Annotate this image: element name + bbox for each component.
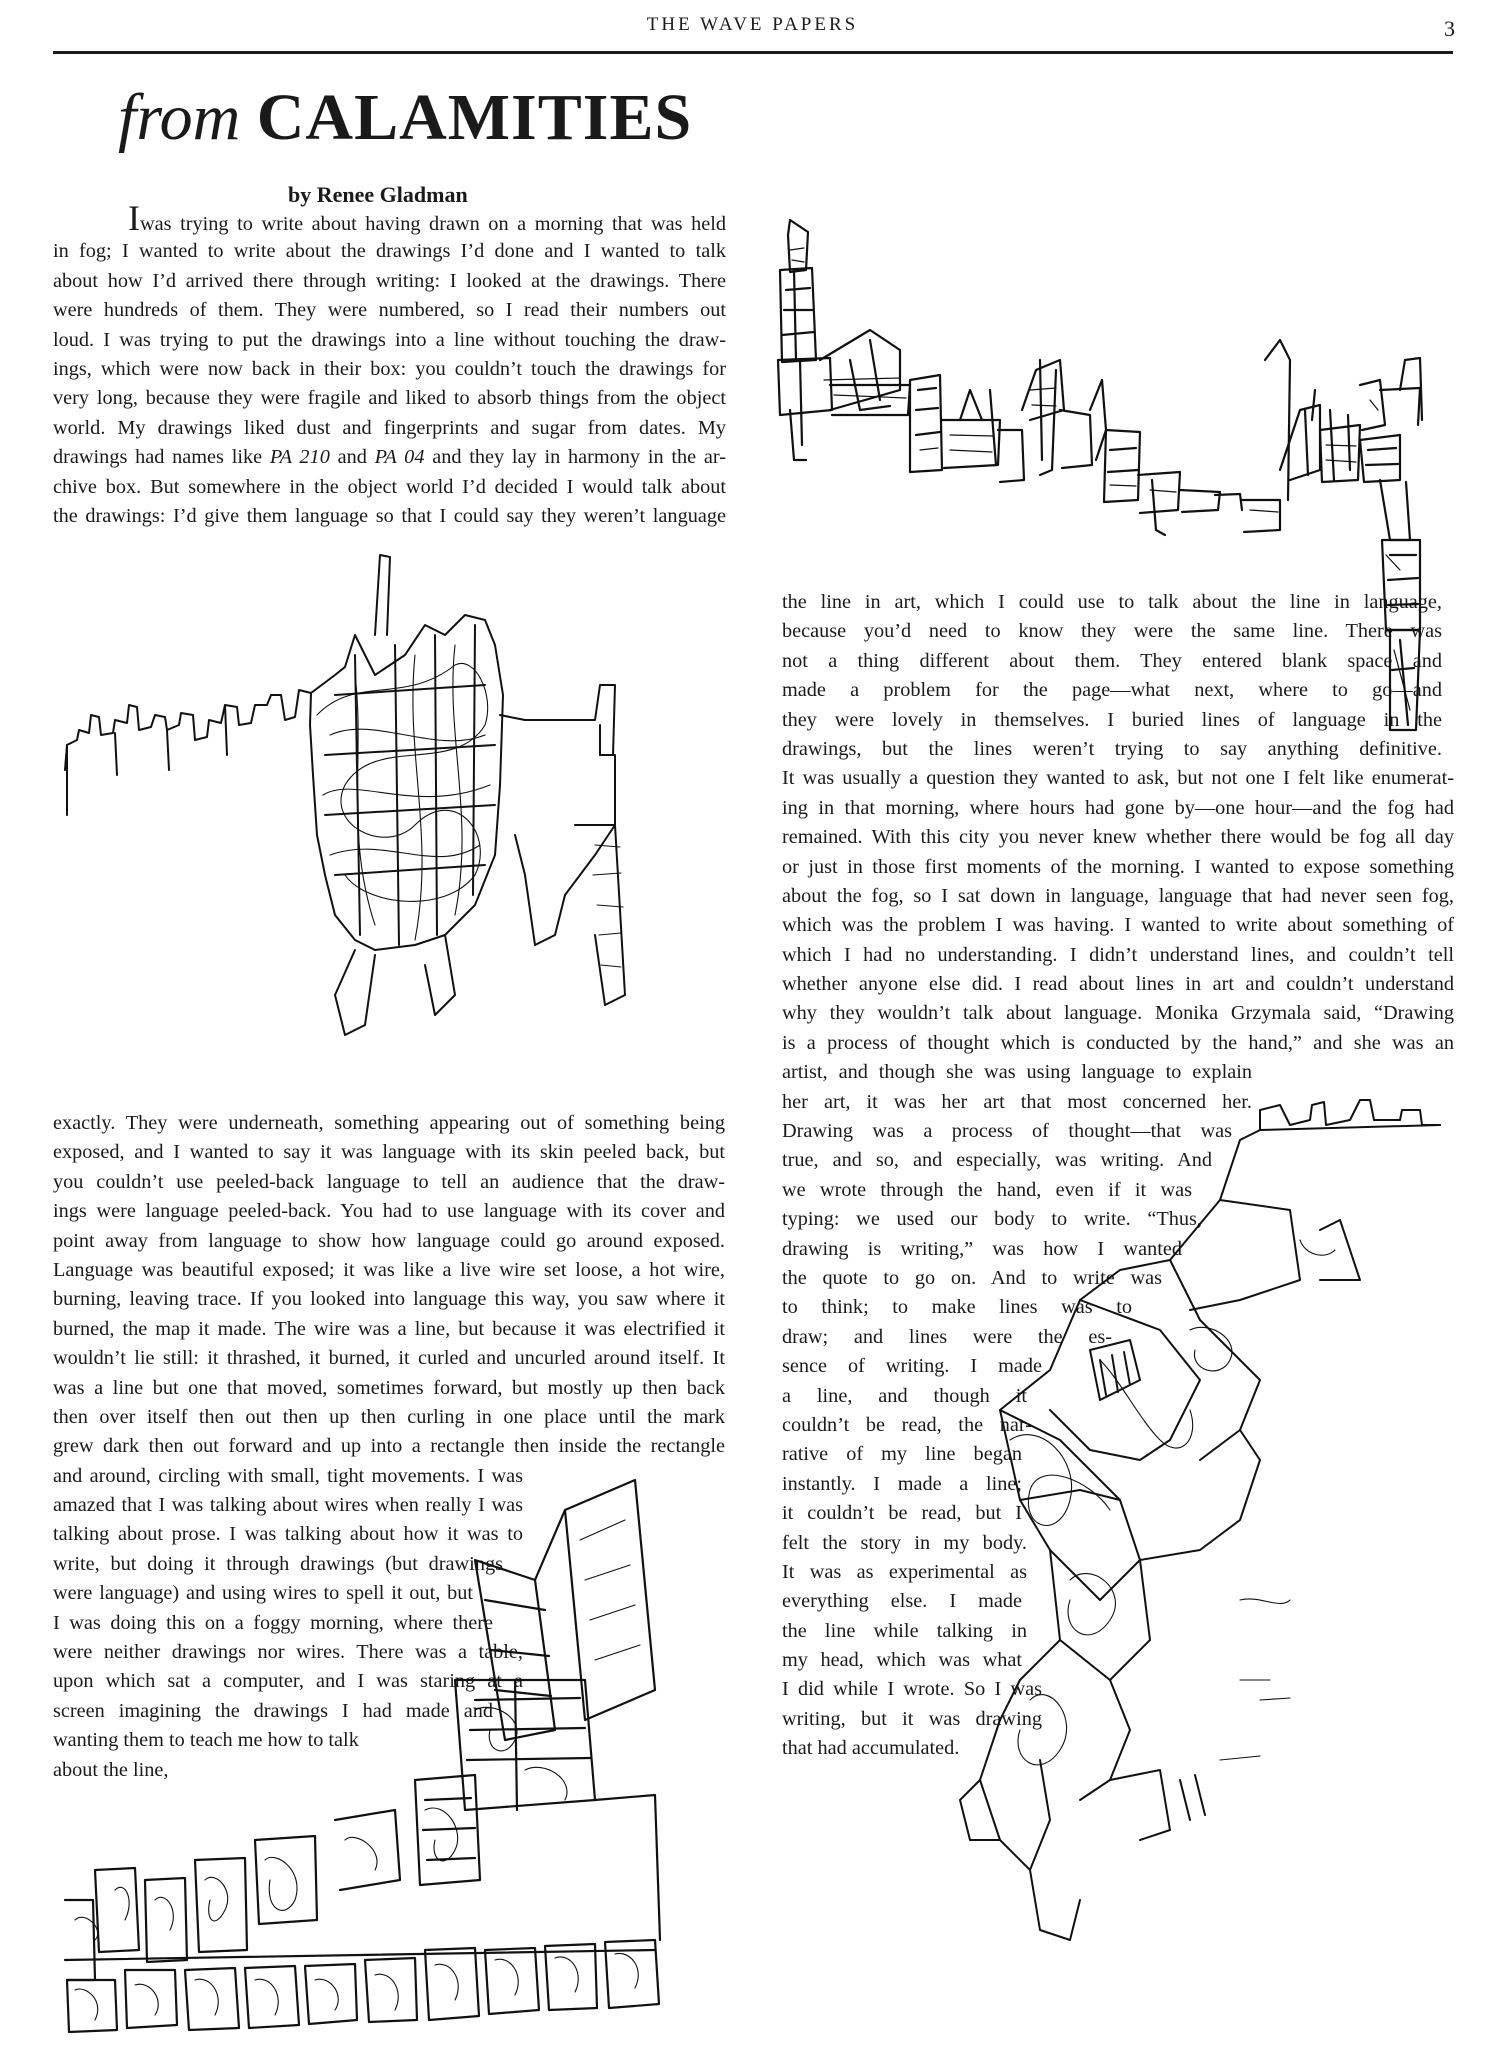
- text-line: Language was beautiful exposed; it was like a live wire set loose, a hot wire,: [53, 1258, 725, 1281]
- text-line: which I had no understanding. I didn’t understand lines, and couldn’t tell: [782, 943, 1454, 966]
- title-italic-part: from: [118, 81, 241, 154]
- text-line: sence of writing. I made: [782, 1355, 1042, 1378]
- text-line: about the line,: [53, 1758, 169, 1781]
- text-line: instantly. I made a line;: [782, 1472, 1022, 1495]
- text-line: and around, circling with small, tight movements. I was: [53, 1464, 523, 1487]
- running-header: [0, 14, 1505, 41]
- page-number: 3: [1444, 16, 1455, 41]
- text-line: which was the problem I was having. I wanted to write about something of: [782, 914, 1454, 937]
- text-line: or just in those first moments of the morning. I wanted to expose something: [782, 855, 1454, 878]
- text-line: about the fog, so I sat down in language, language that had never seen fog,: [782, 884, 1454, 907]
- text-line: write, but doing it through drawings (but drawings: [53, 1552, 503, 1575]
- text-line: to think; to make lines was to: [782, 1296, 1132, 1319]
- text-line: wanting them to teach me how to talk: [53, 1729, 359, 1752]
- text-line: made a problem for the page—what next, where to go—and: [782, 679, 1442, 702]
- text-line: very long, because they were fragile and liked to absorb things from the object: [53, 387, 726, 410]
- text-line: it couldn’t be read, but I: [782, 1502, 1022, 1525]
- text-line: we wrote through the hand, even if it was: [782, 1178, 1192, 1201]
- text-line: burning, leaving trace. If you looked into language this way, you saw where it: [53, 1288, 725, 1311]
- text-line: grew dark then out forward and up into a rectangle then inside the rectangle: [53, 1435, 725, 1458]
- text-line: talking about prose. I was talking about how it was to: [53, 1523, 523, 1546]
- text-line: everything else. I made: [782, 1590, 1022, 1613]
- text-line: exposed, and I wanted to say it was language with its skin peeled back, but: [53, 1141, 725, 1164]
- text-block-intro: [53, 198, 726, 531]
- text-line: the drawings: I’d give them language so that I could say they weren’t language: [53, 504, 726, 527]
- title-caps-part: CALAMITIES: [256, 81, 693, 154]
- ink-drawing-top-right-svg: [760, 210, 1460, 750]
- text-line: then over itself then out then up then curling in one place until the mark: [53, 1405, 725, 1428]
- text-line: loud. I was trying to put the drawings into a line without touching the draw-: [53, 328, 726, 351]
- text-line: point away from language to show how language could go around exposed.: [53, 1229, 725, 1252]
- text-line: my head, which was what: [782, 1649, 1022, 1672]
- text-line: remained. With this city you never knew whether there would be fog all day: [782, 826, 1454, 849]
- text-line: rative of my line began: [782, 1443, 1022, 1466]
- text-line: wouldn’t lie still: it thrashed, it burned, it curled and uncurled around itself. It: [53, 1347, 725, 1370]
- ink-drawing-top-right: [760, 210, 1460, 750]
- text-line: a line, and though it: [782, 1384, 1027, 1407]
- text-line: whether anyone else did. I read about lines in art and couldn’t understand: [782, 973, 1454, 996]
- text-line: chive box. But somewhere in the object world I’d decided I would talk about: [53, 475, 726, 498]
- text-line: It was usually a question they wanted to ask, but not one I felt like enumerat-: [782, 767, 1454, 790]
- article-title: [118, 80, 692, 156]
- ink-drawing-middle-left: [55, 555, 675, 1055]
- text-line: drawing is writing,” was how I wanted: [782, 1237, 1182, 1260]
- text-line: were neither drawings nor wires. There was a table,: [53, 1641, 523, 1664]
- ink-drawing-bottom-left-svg: [55, 1480, 705, 2040]
- text-line: about how I’d arrived there through writing: I looked at the drawings. There: [53, 269, 726, 292]
- text-line: the line while talking in: [782, 1619, 1027, 1642]
- text-line: true, and so, and especially, was writing. And: [782, 1149, 1212, 1172]
- text-line: It was as experimental as: [782, 1560, 1027, 1583]
- text-line: is a process of thought which is conducted by the hand,” and she was an: [782, 1031, 1454, 1054]
- ink-drawing-middle-right: [940, 1080, 1460, 1980]
- text-line: typing: we used our body to write. “Thus,: [782, 1208, 1202, 1231]
- text-line: you couldn’t use peeled-back language to tell an audience that the draw-: [53, 1170, 725, 1193]
- text-line: were language) and using wires to spell it out, but: [53, 1582, 473, 1605]
- text-line: upon which sat a computer, and I was staring at a: [53, 1670, 523, 1693]
- text-line: amazed that I was talking about wires when really I was: [53, 1494, 523, 1517]
- text-line: they were lovely in themselves. I buried lines of language in the: [782, 708, 1442, 731]
- text-line: burned, the map it made. The wire was a line, but because it was electrified it: [53, 1317, 725, 1340]
- text-line: I was doing this on a foggy morning, where there: [53, 1611, 493, 1634]
- ink-drawing-middle-left-svg: [55, 555, 675, 1055]
- text-line: drawings had names like PA 210 and PA 04 and they lay in harmony in the ar-: [53, 446, 726, 469]
- drawing-title: PA 210: [269, 446, 330, 469]
- text-line: that had accumulated.: [782, 1737, 960, 1760]
- drop-cap: I: [128, 198, 140, 238]
- text-line: writing, but it was drawing: [782, 1707, 1042, 1730]
- ink-drawing-middle-right-svg: [940, 1080, 1460, 1980]
- text-line: screen imagining the drawings I had made and: [53, 1699, 493, 1722]
- drawing-title: PA 04: [374, 446, 425, 469]
- text-line: in fog; I wanted to write about the drawings I’d done and I wanted to talk: [53, 240, 726, 263]
- text-line: felt the story in my body.: [782, 1531, 1027, 1554]
- text-line: draw; and lines were the es-: [782, 1325, 1112, 1348]
- text-line: why they wouldn’t talk about language. Monika Grzymala said, “Drawing: [782, 1002, 1454, 1025]
- text-line: because you’d need to know they were the same line. There was: [782, 620, 1442, 643]
- ink-drawing-bottom-left: [55, 1480, 705, 2040]
- text-line: Iwas trying to write about having drawn on a morning that was held: [128, 198, 726, 238]
- text-line: artist, and though she was using language to explain: [782, 1061, 1252, 1084]
- text-line: were hundreds of them. They were numbered, so I read their numbers out: [53, 299, 726, 322]
- text-line: I did while I wrote. So I was: [782, 1678, 1042, 1701]
- text-line: the quote to go on. And to write was: [782, 1266, 1162, 1289]
- text-line: the line in art, which I could use to talk about the line in language,: [782, 591, 1442, 613]
- text-line: ing in that morning, where hours had gone by—one hour—and the fog had: [782, 796, 1454, 819]
- text-line: exactly. They were underneath, something appearing out of something being: [53, 1112, 725, 1134]
- text-line: couldn’t be read, the nar-: [782, 1413, 1032, 1436]
- text-line: drawings, but the lines weren’t trying to say anything definitive.: [782, 737, 1442, 760]
- text-line: Drawing was a process of thought—that was: [782, 1120, 1232, 1143]
- text-line: world. My drawings liked dust and fingerprints and sugar from dates. My: [53, 416, 726, 439]
- journal-title: THE WAVE PAPERS: [646, 14, 859, 35]
- text-line: ings, which were now back in their box: you couldn’t touch the drawings for: [53, 357, 726, 380]
- byline: by Renee Gladman: [288, 182, 468, 207]
- text-line: ings were language peeled-back. You had to use language with its cover and: [53, 1200, 725, 1223]
- text-line: her art, it was her art that most concerned her.: [782, 1090, 1252, 1113]
- text-line: was a line but one that moved, sometimes forward, but mostly up then back: [53, 1376, 725, 1399]
- text-line: not a thing different about them. They entered blank space and: [782, 649, 1442, 672]
- header-rule: [53, 51, 1453, 54]
